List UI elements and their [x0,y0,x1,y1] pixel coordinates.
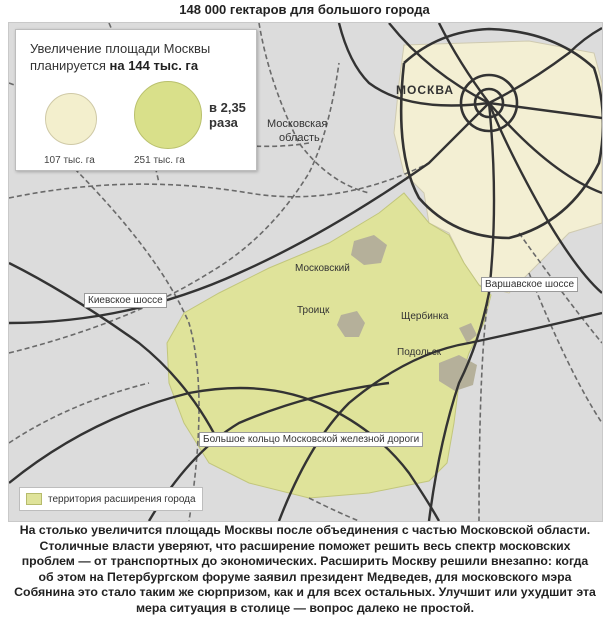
legend-swatch [26,493,42,505]
future-area-caption: 251 тыс. га [134,155,185,166]
area-infobox [15,29,257,171]
map [8,22,603,522]
expansion-territory [167,193,491,498]
ratio-line1: в 2,35 [209,100,246,115]
callout-kievskoe: Киевское шоссе [84,293,167,308]
growth-ratio [209,100,251,130]
future-area-circle [134,81,202,149]
infobox-title [30,40,210,74]
label-mo-line2: область [279,132,320,144]
label-moskva: МОСКВА [396,83,455,97]
description-text: На столько увеличится площадь Москвы после объединения с частью Московской области. Столичные власти уверяют, что расширение поможет решить весь спектр московских проблем — от транспортных до экономических. Расширить Москву решили внезапно: когда об этом на Петербургском форуме заявил президент Медведев, для московского мэра Собянина это стало таким же сюрпризом, как и для всех остальных. Улучшит или ухудшит эта мера ситуация в столице — вопрос далеко не простой. [14,523,596,615]
label-troitsk: Троицк [297,305,330,316]
infobox-title-bold: на 144 тыс. га [109,58,199,73]
ratio-line2: раза [209,115,238,130]
label-moskovsky: Московский [295,263,350,274]
map-legend [19,487,203,511]
callout-ring: Большое кольцо Московской железной дороги [199,432,423,447]
infobox-title-line2 [30,57,210,74]
legend-text: территория расширения города [48,493,196,505]
callout-varshavskoe: Варшавское шоссе [481,277,578,292]
label-podolsk: Подольск [397,347,442,358]
label-shcherbinka: Щербинка [401,311,449,322]
current-area-caption: 107 тыс. га [44,155,95,166]
page-title: 148 000 гектаров для большого города [179,2,430,17]
current-area-circle [45,93,97,145]
infobox-title-prefix: планируется [30,58,110,73]
label-mo-line1: Московская [267,118,328,130]
infobox-title-line1: Увеличение площади Москвы [30,41,211,56]
